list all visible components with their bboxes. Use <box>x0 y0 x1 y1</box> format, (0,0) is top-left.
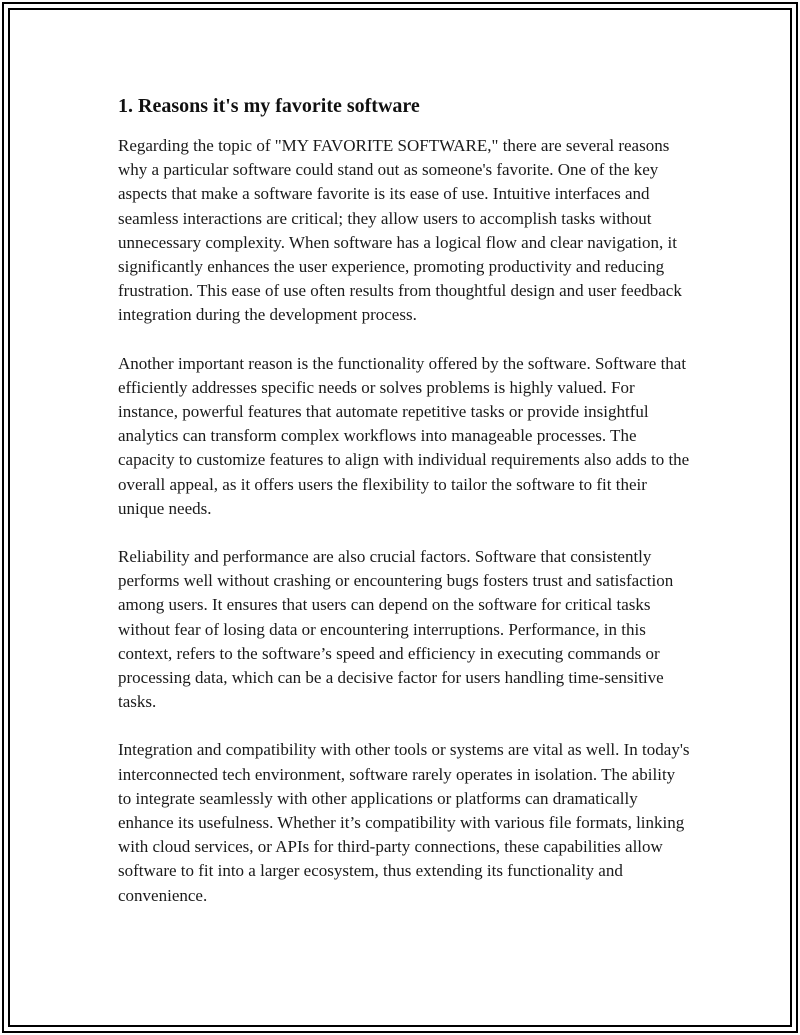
paragraph-reliability: Reliability and performance are also crucial factors. Software that consistently performs well without crashing or encountering bugs fosters trust and satisfaction among users. It ensures that users can depend on the software for critical tasks without fear of losing data or encountering interruptions. Performance, in this context, refers to the software’s speed and efficiency in executing commands or processing data, which can be a decisive factor for users handling time-sensitive tasks. <box>118 547 674 712</box>
paragraph-integration: Integration and compatibility with other tools or systems are vital as well. In today's interconnected tech environment, software rarely operates in isolation. The ability to integrate seamlessly with other applications or platforms can dramatically enhance its usefulness. Whether it’s compatibility with various file formats, linking with cloud services, or APIs for third-party connections, these capabilities allow software to fit into a larger ecosystem, thus extending its functionality and convenience. <box>118 740 690 905</box>
paragraph-functionality: Another important reason is the functionality offered by the software. Software that efficiently addresses specific needs or solves problems is highly valued. For instance, powerful features that automate repetitive tasks or provide insightful analytics can transform complex workflows into manageable processes. The capacity to customize features to align with individual requirements also adds to the overall appeal, as it offers users the flexibility to tailor the software to fit their unique needs. <box>118 353 690 518</box>
document-body <box>118 94 690 932</box>
section-heading: 1. Reasons it's my favorite software <box>118 95 420 117</box>
paragraph-ease-of-use: Regarding the topic of "MY FAVORITE SOFTWARE," there are several reasons why a particular software could stand out as someone's favorite. One of the key aspects that make a software favorite is its ease of use. Intuitive interfaces and seamless interactions are critical; they allow users to accomplish tasks without unnecessary complexity. When software has a logical flow and clear navigation, it significantly enhances the user experience, promoting productivity and reducing frustration. This ease of use often results from thoughtful design and user feedback integration during the development process. <box>118 136 682 325</box>
